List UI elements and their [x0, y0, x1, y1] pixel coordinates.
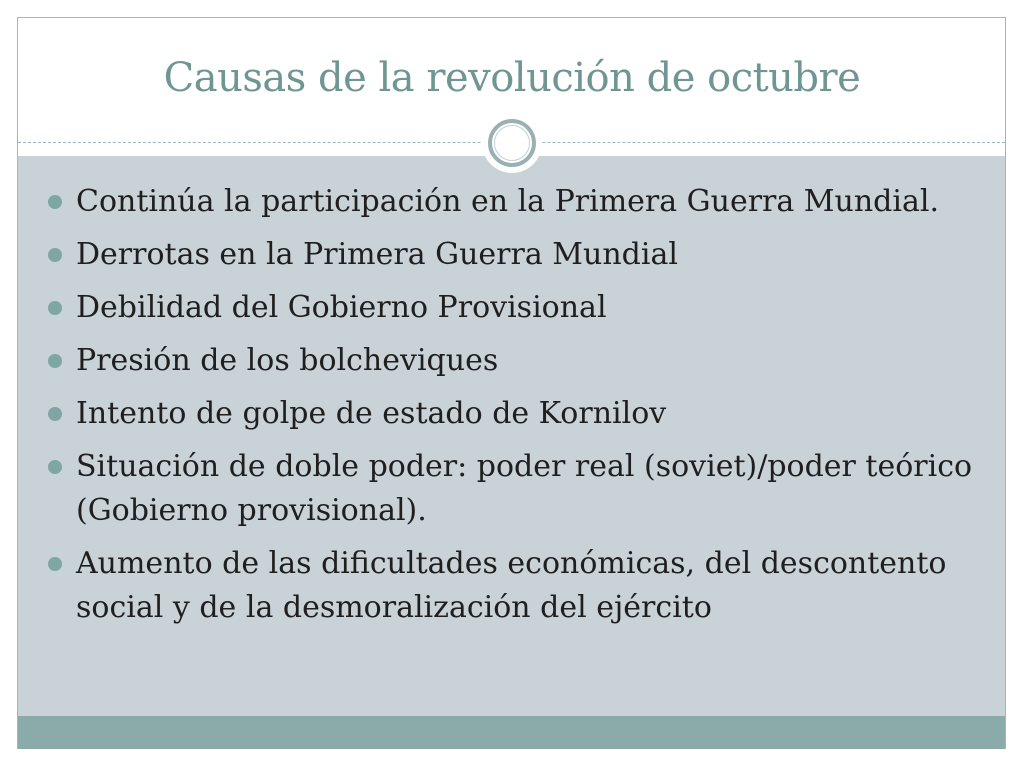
bullet-item — [48, 339, 978, 383]
bullet-item — [48, 286, 978, 330]
bullet-text: Presión de los bolcheviques — [76, 343, 499, 378]
bullet-dot-icon — [48, 248, 62, 262]
bullet-dot-icon — [48, 460, 62, 474]
bullet-text: Continúa la participación en la Primera Guerra Mundial. — [76, 184, 939, 219]
bullet-item — [48, 542, 978, 630]
bullet-text: Aumento de las dificultades económicas, del descontento social y de la desmoralización del ejército — [76, 546, 947, 625]
bullet-dot-icon — [48, 301, 62, 315]
bullet-text: Intento de golpe de estado de Kornilov — [76, 396, 667, 431]
bullet-item — [48, 233, 978, 277]
slide-title: Causas de la revolución de octubre — [163, 55, 861, 101]
bullet-item — [48, 445, 978, 533]
ring-ornament-core — [494, 125, 530, 161]
bullet-text: Derrotas en la Primera Guerra Mundial — [76, 237, 678, 272]
bullet-dot-icon — [48, 407, 62, 421]
bullet-dot-icon — [48, 195, 62, 209]
bullet-dot-icon — [48, 557, 62, 571]
footer-band — [18, 716, 1005, 749]
bullet-item — [48, 180, 978, 224]
bullet-list — [48, 180, 978, 639]
bullet-item — [48, 392, 978, 436]
bullet-dot-icon — [48, 354, 62, 368]
bullet-text: Situación de doble poder: poder real (soviet)/poder teórico (Gobierno provisional). — [76, 449, 973, 528]
bullet-text: Debilidad del Gobierno Provisional — [76, 290, 607, 325]
